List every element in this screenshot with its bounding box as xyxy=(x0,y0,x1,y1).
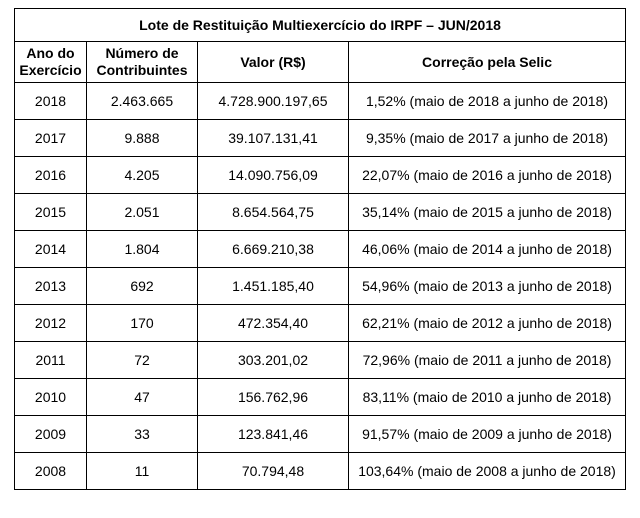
cell-count: 692 xyxy=(87,268,198,305)
cell-value: 156.762,96 xyxy=(198,379,349,416)
cell-count: 2.051 xyxy=(87,194,198,231)
table-row xyxy=(15,379,626,416)
cell-value: 8.654.564,75 xyxy=(198,194,349,231)
cell-year: 2017 xyxy=(15,120,87,157)
cell-value: 6.669.210,38 xyxy=(198,231,349,268)
table-row xyxy=(15,231,626,268)
table-body xyxy=(15,83,626,490)
table-row xyxy=(15,120,626,157)
header-selic: Correção pela Selic xyxy=(349,42,626,83)
table-title: Lote de Restituição Multiexercício do IRPF – JUN/2018 xyxy=(15,9,626,42)
cell-value: 1.451.185,40 xyxy=(198,268,349,305)
cell-count: 47 xyxy=(87,379,198,416)
cell-selic: 9,35% (maio de 2017 a junho de 2018) xyxy=(349,120,626,157)
cell-value: 14.090.756,09 xyxy=(198,157,349,194)
cell-count: 1.804 xyxy=(87,231,198,268)
table-row xyxy=(15,453,626,490)
cell-selic: 83,11% (maio de 2010 a junho de 2018) xyxy=(349,379,626,416)
table-row xyxy=(15,157,626,194)
cell-year: 2011 xyxy=(15,342,87,379)
cell-year: 2015 xyxy=(15,194,87,231)
cell-selic: 62,21% (maio de 2012 a junho de 2018) xyxy=(349,305,626,342)
cell-value: 4.728.900.197,65 xyxy=(198,83,349,120)
table-row xyxy=(15,416,626,453)
cell-year: 2016 xyxy=(15,157,87,194)
cell-selic: 103,64% (maio de 2008 a junho de 2018) xyxy=(349,453,626,490)
table-row xyxy=(15,268,626,305)
cell-value: 123.841,46 xyxy=(198,416,349,453)
table-row xyxy=(15,194,626,231)
title-row xyxy=(15,9,626,42)
cell-year: 2014 xyxy=(15,231,87,268)
cell-count: 170 xyxy=(87,305,198,342)
header-row xyxy=(15,42,626,83)
cell-year: 2018 xyxy=(15,83,87,120)
cell-count: 11 xyxy=(87,453,198,490)
cell-count: 4.205 xyxy=(87,157,198,194)
cell-year: 2013 xyxy=(15,268,87,305)
cell-year: 2010 xyxy=(15,379,87,416)
cell-selic: 91,57% (maio de 2009 a junho de 2018) xyxy=(349,416,626,453)
header-year-line1: Ano do xyxy=(26,45,75,61)
cell-year: 2012 xyxy=(15,305,87,342)
cell-year: 2009 xyxy=(15,416,87,453)
cell-count: 33 xyxy=(87,416,198,453)
table-row xyxy=(15,305,626,342)
cell-count: 2.463.665 xyxy=(87,83,198,120)
cell-selic: 22,07% (maio de 2016 a junho de 2018) xyxy=(349,157,626,194)
cell-selic: 35,14% (maio de 2015 a junho de 2018) xyxy=(349,194,626,231)
cell-value: 39.107.131,41 xyxy=(198,120,349,157)
cell-value: 472.354,40 xyxy=(198,305,349,342)
cell-selic: 46,06% (maio de 2014 a junho de 2018) xyxy=(349,231,626,268)
header-count-line2: Contribuintes xyxy=(96,62,188,78)
cell-count: 9.888 xyxy=(87,120,198,157)
cell-value: 70.794,48 xyxy=(198,453,349,490)
cell-value: 303.201,02 xyxy=(198,342,349,379)
restitution-table xyxy=(14,8,626,490)
header-year xyxy=(15,42,87,83)
header-count-line1: Número de xyxy=(105,45,179,61)
cell-selic: 72,96% (maio de 2011 a junho de 2018) xyxy=(349,342,626,379)
header-value: Valor (R$) xyxy=(198,42,349,83)
header-count xyxy=(87,42,198,83)
table-row xyxy=(15,342,626,379)
cell-selic: 1,52% (maio de 2018 a junho de 2018) xyxy=(349,83,626,120)
cell-year: 2008 xyxy=(15,453,87,490)
cell-count: 72 xyxy=(87,342,198,379)
header-year-line2: Exercício xyxy=(19,62,82,78)
table-row xyxy=(15,83,626,120)
cell-selic: 54,96% (maio de 2013 a junho de 2018) xyxy=(349,268,626,305)
